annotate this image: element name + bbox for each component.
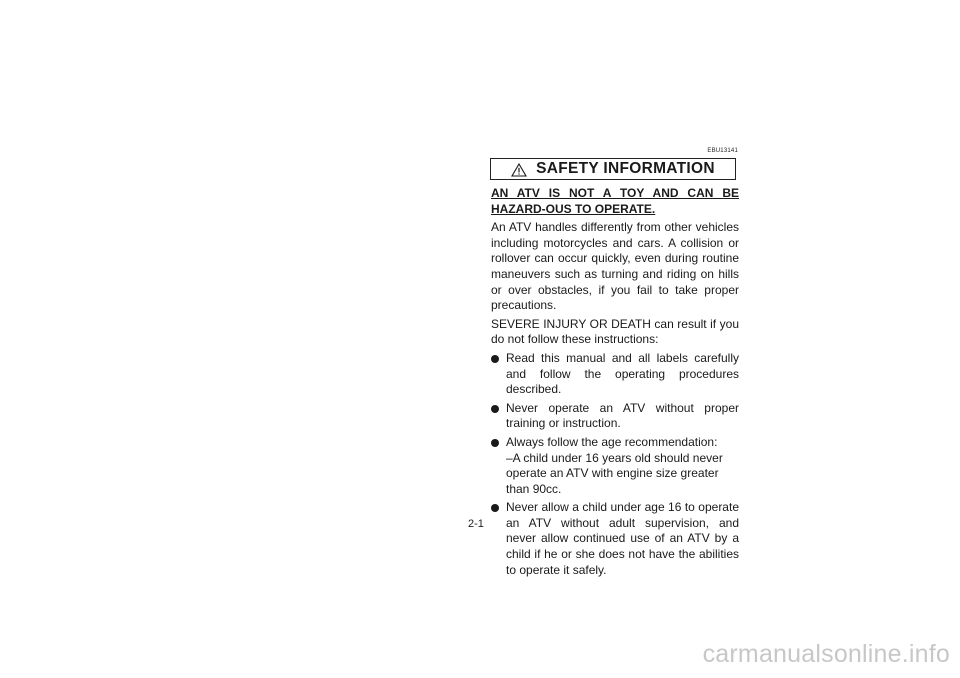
title-box — [490, 158, 736, 180]
document-code: EBU13141 — [707, 148, 738, 154]
list-item — [491, 351, 739, 398]
headline-warning: AN ATV IS NOT A TOY AND CAN BE HAZARD-OUS TO OPERATE. — [491, 186, 739, 216]
list-item-text: Never operate an ATV without proper training or instruction. — [506, 400, 739, 431]
page-title: SAFETY INFORMATION — [536, 160, 715, 177]
list-item-text: Read this manual and all labels carefully and follow the operating procedures described. — [506, 350, 739, 397]
intro-paragraph: An ATV handles differently from other vehicles including motorcycles and cars. A collision or rollover can occur quickly, even during routine maneuvers such as turning and riding on hills or over obstacles, if you fail to take proper precautions. — [491, 220, 739, 313]
bullet-dot-icon — [491, 405, 499, 413]
list-item-text: Never allow a child under age 16 to operate an ATV without adult supervision, and never allow continued use of an ATV by a child if he or she does not have the abilities to operate it safely. — [506, 500, 739, 577]
list-item — [491, 435, 739, 497]
list-item — [491, 401, 739, 432]
content-column — [491, 186, 739, 581]
bullet-dot-icon — [491, 355, 499, 363]
instruction-list — [491, 351, 739, 578]
warning-paragraph: SEVERE INJURY OR DEATH can result if you do not follow these instructions: — [491, 316, 739, 347]
bullet-dot-icon — [491, 504, 499, 512]
bullet-dot-icon — [491, 439, 499, 447]
list-item-text: Always follow the age recommendation: — [506, 434, 718, 449]
watermark: carmanualsonline.info — [702, 640, 950, 668]
warning-triangle-icon — [511, 163, 527, 177]
page-number: 2-1 — [468, 518, 484, 530]
list-item — [491, 500, 739, 578]
list-item-subtext: –A child under 16 years old should never operate an ATV with engine size greater than 90cc. — [506, 450, 723, 496]
